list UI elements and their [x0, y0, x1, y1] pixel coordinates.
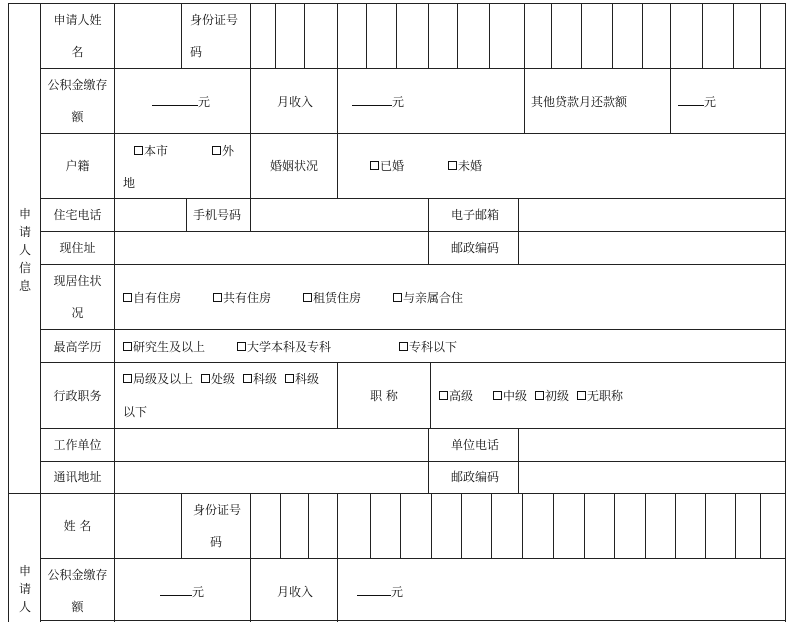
checkbox-icon — [535, 391, 544, 400]
grid-line — [645, 493, 646, 558]
mobile-label: 手机号码 — [193, 208, 242, 222]
housing-rent-checkbox[interactable]: 租赁住房 — [303, 290, 361, 306]
grid-line — [280, 493, 281, 558]
co-applicant-fund-field[interactable]: 元 — [160, 584, 204, 600]
postcode-label: 邮政编码 — [451, 241, 500, 255]
grid-line — [370, 493, 371, 558]
employer-phone-label: 单位电话 — [451, 438, 500, 452]
title-junior-checkbox[interactable]: 初级 — [535, 388, 569, 404]
checkbox-icon — [393, 293, 402, 302]
grid-line — [40, 428, 786, 429]
grid-line — [642, 3, 643, 68]
applicant-id-label: 身份证号 码 — [190, 13, 239, 59]
co-applicant-name-label: 姓 名 — [63, 519, 92, 533]
address-label: 现住址 — [59, 241, 96, 255]
grid-line — [518, 428, 519, 493]
mailing-address-label: 通讯地址 — [53, 470, 102, 484]
applicant-name-label: 申请人姓 名 — [53, 13, 102, 59]
checkbox-icon — [399, 342, 408, 351]
checkbox-icon — [370, 161, 379, 170]
title-middle-checkbox[interactable]: 中级 — [493, 388, 527, 404]
checkbox-icon — [448, 161, 457, 170]
applicant-section-label: 申 请 人 信 息 — [18, 207, 31, 293]
hukou-other-text: 地 — [123, 176, 136, 190]
grid-line — [522, 493, 523, 558]
grid-line — [524, 3, 525, 133]
grid-line — [181, 3, 182, 68]
grid-line — [308, 493, 309, 558]
position-division-checkbox[interactable]: 处级 — [201, 371, 235, 387]
grid-line — [581, 3, 582, 68]
marital-label: 婚姻状况 — [270, 159, 319, 173]
checkbox-icon — [493, 391, 502, 400]
applicant-income-label: 月收入 — [277, 95, 314, 109]
grid-line — [181, 493, 182, 558]
grid-line — [40, 231, 786, 232]
education-label: 最高学历 — [53, 340, 102, 354]
grid-line — [40, 133, 786, 134]
checkbox-icon — [123, 342, 132, 351]
co-applicant-section-label: 申 请 人 — [18, 564, 31, 614]
grid-line — [40, 558, 786, 559]
grid-line — [785, 3, 786, 622]
position-below-text: 以下 — [123, 405, 148, 419]
housing-relatives-checkbox[interactable]: 与亲属合住 — [393, 290, 463, 306]
title-label: 职 称 — [370, 389, 398, 403]
co-applicant-id-label: 身份证号 码 — [193, 503, 242, 549]
grid-line — [250, 133, 251, 198]
grid-line — [8, 3, 9, 622]
unmarried-checkbox[interactable]: 未婚 — [448, 158, 482, 174]
grid-line — [114, 264, 115, 493]
grid-line — [275, 3, 276, 68]
education-graduate-checkbox[interactable]: 研究生及以上 — [123, 339, 205, 355]
grid-line — [428, 3, 429, 68]
grid-line — [40, 461, 786, 462]
grid-line — [337, 493, 338, 622]
position-label: 行政职务 — [53, 389, 102, 403]
grid-line — [40, 620, 786, 621]
checkbox-icon — [123, 374, 132, 383]
grid-line — [428, 198, 429, 264]
checkbox-icon — [212, 146, 221, 155]
position-bureau-checkbox[interactable]: 局级及以上 — [123, 371, 193, 387]
checkbox-icon — [303, 293, 312, 302]
grid-line — [735, 493, 736, 558]
checkbox-icon — [577, 391, 586, 400]
grid-line — [186, 198, 187, 231]
applicant-fund-label: 公积金缴存 额 — [47, 78, 108, 124]
grid-line — [675, 493, 676, 558]
checkbox-icon — [201, 374, 210, 383]
checkbox-icon — [243, 374, 252, 383]
hukou-other-checkbox[interactable]: 外 — [212, 143, 234, 159]
education-below-checkbox[interactable]: 专科以下 — [399, 339, 457, 355]
grid-line — [457, 3, 458, 68]
grid-line — [670, 3, 671, 133]
grid-line — [518, 198, 519, 264]
grid-line — [614, 493, 615, 558]
grid-line — [760, 3, 761, 68]
checkbox-icon — [439, 391, 448, 400]
checkbox-icon — [213, 293, 222, 302]
grid-line — [304, 3, 305, 68]
grid-line — [431, 493, 432, 558]
grid-line — [584, 493, 585, 558]
grid-line — [430, 362, 431, 428]
housing-label: 现居住状 况 — [53, 274, 102, 320]
hukou-local-checkbox[interactable]: 本市 — [134, 143, 168, 159]
grid-line — [396, 3, 397, 68]
position-below-checkbox[interactable]: 科级 — [285, 371, 319, 387]
grid-line — [40, 264, 786, 265]
grid-line — [400, 493, 401, 558]
grid-line — [250, 198, 251, 231]
grid-line — [551, 3, 552, 68]
grid-line — [733, 3, 734, 68]
married-checkbox[interactable]: 已婚 — [370, 158, 404, 174]
checkbox-icon — [237, 342, 246, 351]
grid-line — [250, 493, 251, 622]
grid-line — [612, 3, 613, 68]
grid-line — [40, 68, 786, 69]
grid-line — [428, 428, 429, 493]
other-loan-field[interactable]: 元 — [678, 94, 716, 110]
title-senior-checkbox[interactable]: 高级 — [439, 388, 473, 404]
grid-line — [40, 329, 786, 330]
position-section-checkbox[interactable]: 科级 — [243, 371, 277, 387]
housing-shared-checkbox[interactable]: 共有住房 — [213, 290, 271, 306]
co-applicant-income-field[interactable]: 元 — [357, 584, 403, 600]
checkbox-icon — [123, 293, 132, 302]
email-label: 电子邮箱 — [451, 208, 500, 222]
grid-line — [114, 3, 115, 264]
grid-line — [702, 3, 703, 68]
grid-line — [40, 362, 786, 363]
housing-own-checkbox[interactable]: 自有住房 — [123, 290, 181, 306]
grid-line — [461, 493, 462, 558]
grid-line — [760, 493, 761, 558]
checkbox-icon — [134, 146, 143, 155]
employer-label: 工作单位 — [53, 438, 102, 452]
grid-line — [337, 133, 338, 198]
grid-line — [491, 493, 492, 558]
title-none-checkbox[interactable]: 无职称 — [577, 388, 623, 404]
grid-line — [8, 493, 786, 494]
grid-line — [114, 493, 115, 622]
co-applicant-income-label: 月收入 — [277, 585, 314, 599]
checkbox-icon — [285, 374, 294, 383]
home-phone-label: 住宅电话 — [53, 208, 102, 222]
other-loan-label: 其他贷款月还款额 — [531, 95, 628, 109]
co-applicant-fund-label: 公积金缴存 额 — [47, 568, 108, 614]
applicant-income-field[interactable]: 元 — [352, 94, 404, 110]
grid-line — [705, 493, 706, 558]
grid-line — [337, 3, 338, 133]
applicant-fund-field[interactable]: 元 — [152, 94, 210, 110]
grid-line — [553, 493, 554, 558]
grid-line — [250, 3, 251, 133]
grid-line — [489, 3, 490, 68]
grid-line — [40, 198, 786, 199]
hukou-label: 户籍 — [65, 159, 90, 173]
education-bachelor-checkbox[interactable]: 大学本科及专科 — [237, 339, 331, 355]
mailing-postcode-label: 邮政编码 — [451, 470, 500, 484]
grid-line — [366, 3, 367, 68]
